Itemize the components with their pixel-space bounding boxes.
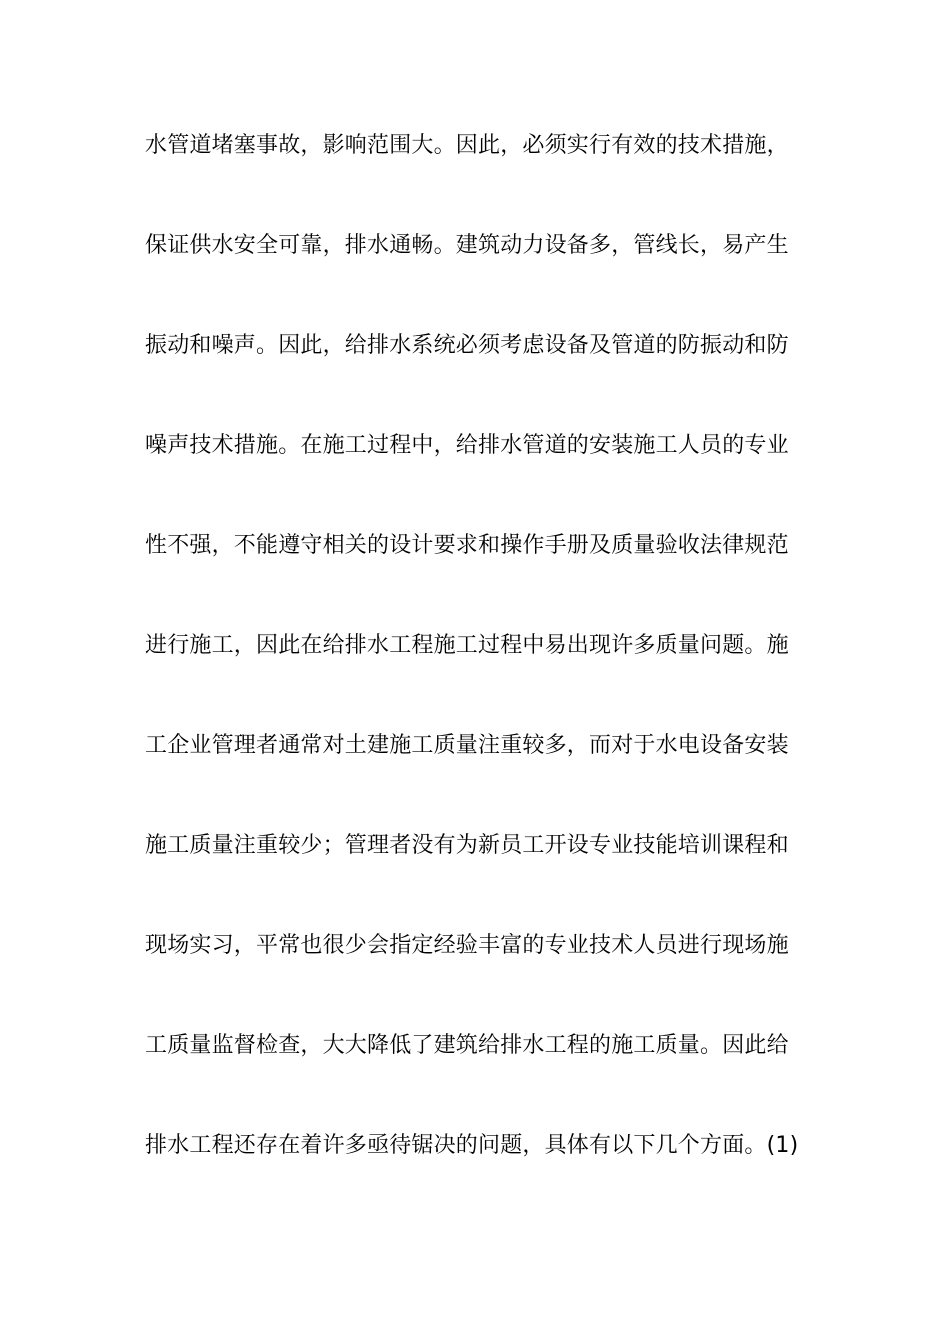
text-line: 噪声技术措施。在施工过程中，给排水管道的安装施工人员的专业	[145, 433, 789, 458]
text-line: 工企业管理者通常对土建施工质量注重较多，而对于水电设备安装	[145, 733, 789, 758]
text-line: 现场实习，平常也很少会指定经验丰富的专业技术人员进行现场施	[145, 933, 789, 958]
text-line: 排水工程还存在着许多亟待锯决的问题，具体有以下几个方面。(1)	[145, 1133, 799, 1158]
text-line: 性不强，不能遵守相关的设计要求和操作手册及质量验收法律规范	[145, 533, 789, 558]
text-line: 工质量监督检查，大大降低了建筑给排水工程的施工质量。因此给	[145, 1033, 789, 1058]
text-line: 水管道堵塞事故，影响范围大。因此，必须实行有效的技术措施，	[145, 133, 789, 158]
document-body-text	[145, 128, 810, 1228]
text-line: 进行施工，因此在给排水工程施工过程中易出现许多质量问题。施	[145, 633, 789, 658]
text-line: 振动和噪声。因此，给排水系统必须考虑设备及管道的防振动和防	[145, 333, 789, 358]
text-line: 保证供水安全可靠，排水通畅。建筑动力设备多，管线长，易产生	[145, 233, 789, 258]
text-line: 施工质量注重较少；管理者没有为新员工开设专业技能培训课程和	[145, 833, 789, 858]
